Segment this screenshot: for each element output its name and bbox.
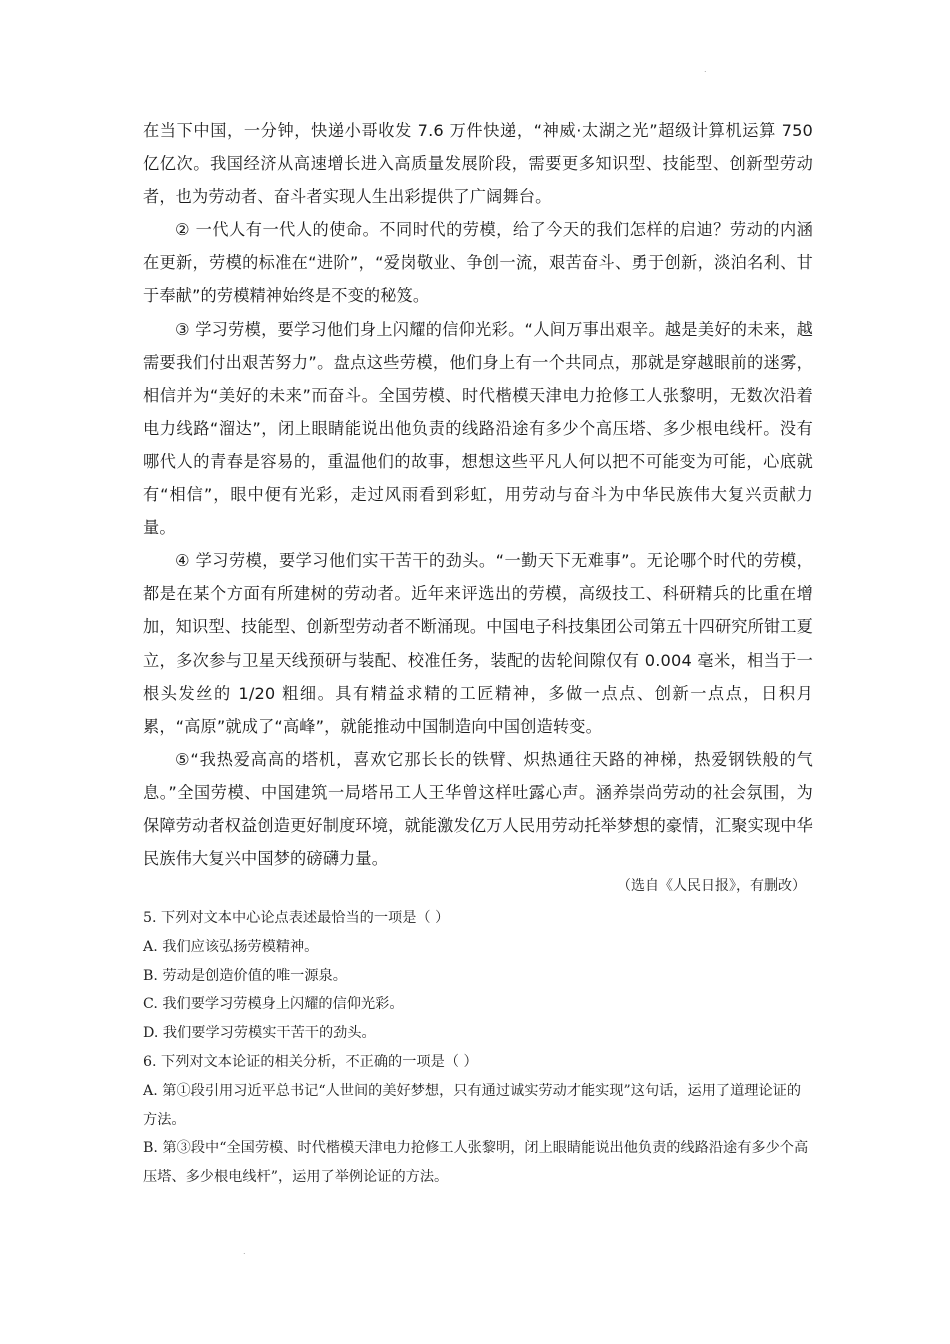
question-5-option-b: B. 劳动是创造价值的唯一源泉。 <box>143 967 347 984</box>
footer-dot: . <box>243 1247 246 1256</box>
header-dot: . <box>704 65 707 74</box>
question-5-stem: 5. 下列对文本中心论点表述最恰当的一项是（ ） <box>143 910 450 926</box>
question-section <box>143 904 813 1192</box>
source-citation: （选自《人民日报》，有删改） <box>617 878 806 894</box>
question-6-option-b: B. 第③段中“全国劳模、时代楷模天津电力抢修工人张黎明，闭上眼睛能说出他负责的线路沿途有多少个高压塔、多少根电线杆”，运用了举例论证的方法。 <box>143 1140 809 1186</box>
article-passage <box>143 114 813 875</box>
question-5-option-d: D. 我们要学习劳模实干苦干的劲头。 <box>143 1025 376 1042</box>
question-5-option-c: C. 我们要学习劳模身上闪耀的信仰光彩。 <box>143 996 404 1013</box>
question-5-option-a: A. 我们应该弘扬劳模精神。 <box>143 938 319 955</box>
paragraph-3: ③ 学习劳模，要学习他们身上闪耀的信仰光彩。“人间万事出艰辛。越是美好的未来，越需要我们付出艰苦努力”。盘点这些劳模，他们身上有一个共同点，那就是穿越眼前的迷雾，相信并为“美好的未来”而奋斗。全国劳模、时代楷模天津电力抢修工人张黎明，无数次沿着电力线路“溜达”，闭上眼睛能说出他负责的线路沿途有多少个高压塔、多少根电线杆。没有哪代人的青春是容易的，重温他们的故事，想想这些平凡人何以把不可能变为可能，心底就有“相信”，眼中便有光彩，走过风雨看到彩虹，用劳动与奋斗为中华民族伟大复兴贡献力量。 <box>143 319 813 538</box>
paragraph-4: ④ 学习劳模，要学习他们实干苦干的劲头。“一勤天下无难事”。无论哪个时代的劳模，都是在某个方面有所建树的劳动者。近年来评选出的劳模，高级技工、科研精兵的比重在增加，知识型、技能型、创新型劳动者不断涌现。中国电子科技集团公司第五十四研究所钳工夏立，多次参与卫星天线预研与装配、校准任务，装配的齿轮间隙仅有 0.004 毫米，相当于一根头发丝的 1/20 粗细。具有精益求精的工匠精神，多做一点点、创新一点点，日积月累，“高原”就成了“高峰”，就能推动中国制造向中国创造转变。 <box>143 551 813 736</box>
paragraph-5: ⑤“我热爱高高的塔机，喜欢它那长长的铁臂、炽热通往天路的神梯，热爱钢铁般的气息。”全国劳模、中国建筑一局塔吊工人王华曾这样吐露心声。涵养崇尚劳动的社会氛围，为保障劳动者权益创造更好制度环境，就能激发亿万人民用劳动托举梦想的豪情，汇聚实现中华民族伟大复兴中国梦的磅礴力量。 <box>143 749 813 869</box>
paragraph-intro: 在当下中国，一分钟，快递小哥收发 7.6 万件快递，“神威·太湖之光”超级计算机运算 750 亿亿次。我国经济从高速增长进入高质量发展阶段，需要更多知识型、技能型、创新型劳动者，也为劳动者、奋斗者实现人生出彩提供了广阔舞台。 <box>143 121 813 207</box>
question-6-stem: 6. 下列对文本论证的相关分析，不正确的一项是（ ） <box>143 1053 478 1070</box>
question-6-option-a: A. 第①段引用习近平总书记“人世间的美好梦想，只有通过诚实劳动才能实现”这句话，运用了道理论证的方法。 <box>143 1082 802 1128</box>
paragraph-2: ② 一代人有一代人的使命。不同时代的劳模，给了今天的我们怎样的启迪？劳动的内涵在更新，劳模的标准在“进阶”，“爱岗敬业、争创一流，艰苦奋斗、勇于创新，淡泊名利、甘于奉献”的劳模精神始终是不变的秘笈。 <box>143 220 813 306</box>
